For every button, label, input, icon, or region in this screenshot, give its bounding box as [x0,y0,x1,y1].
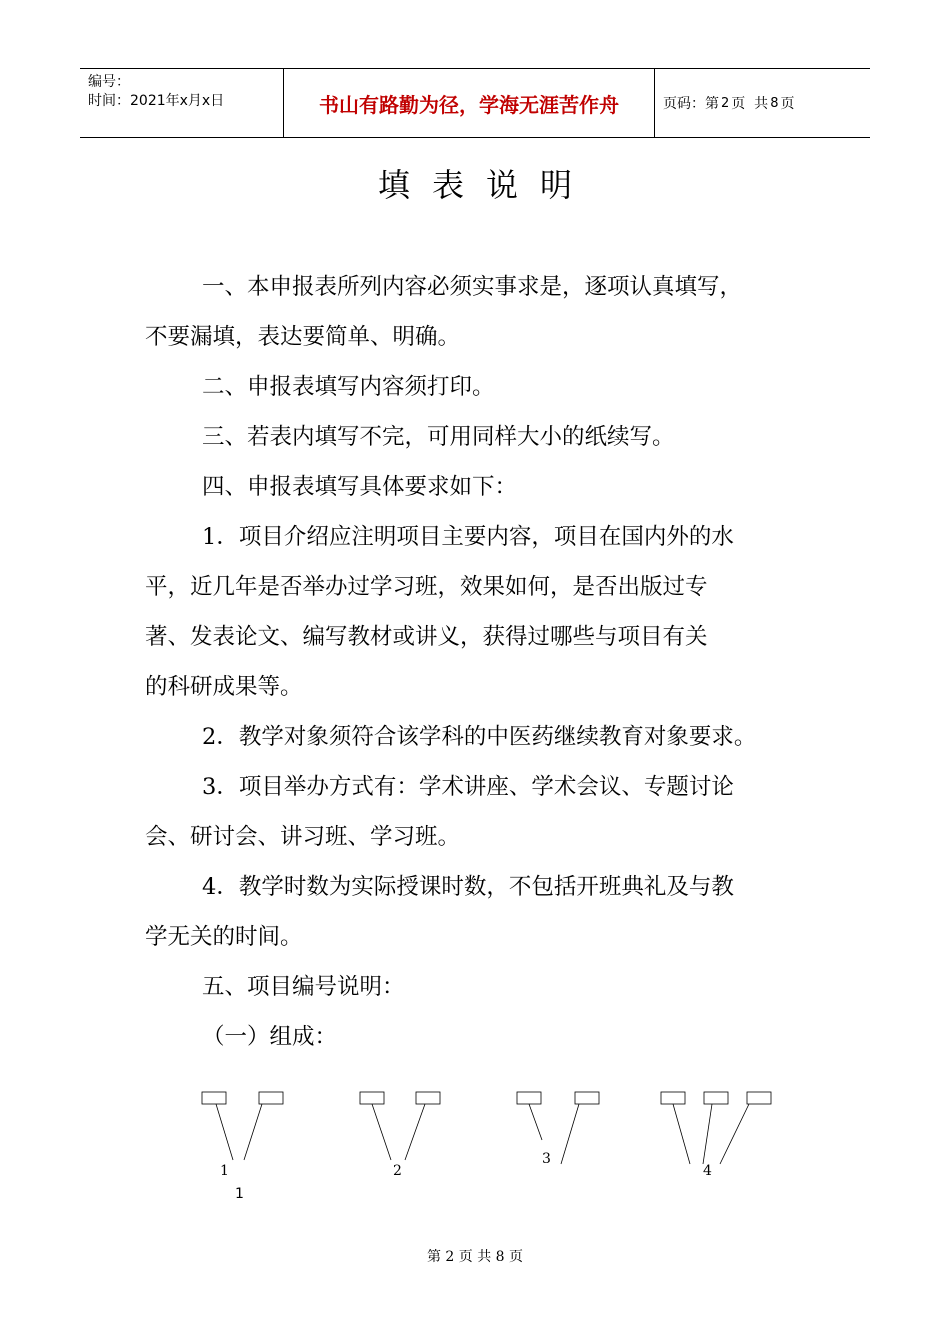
diagram-label: 4 [703,1163,712,1179]
time-label: 时间：2021年x月x日 [88,93,225,109]
instructions-body [145,262,825,1062]
connector-line [561,1104,579,1164]
page-label-mid: 页 共 [731,96,769,112]
paragraph: 平，近几年是否举办过学习班，效果如何，是否出版过专 [145,574,708,600]
paragraph: 会、研讨会、讲习班、学习班。 [145,824,461,850]
diagram-label: 2 [393,1163,402,1179]
connector-line [703,1104,712,1164]
paragraph: 的科研成果等。 [145,674,303,700]
page-label-suffix: 页 [780,96,795,112]
paragraph: 四、申报表填写具体要求如下： [202,474,518,500]
connector-line [405,1104,425,1160]
paragraph: 3．项目举办方式有：学术讲座、学术会议、专题讨论 [202,774,734,800]
paragraph: 三、若表内填写不完，可用同样大小的纸续写。 [202,424,675,450]
diagram-label: 1 [220,1163,229,1179]
header-page-info [655,69,870,137]
code-box [259,1092,283,1104]
page-total: 8 [770,95,779,111]
paragraph: 著、发表论文、编写教材或讲义，获得过哪些与项目有关 [145,624,708,650]
page-current: 2 [721,95,730,111]
paragraph: （一）组成： [202,1024,338,1050]
project-code-diagram [0,1080,950,1220]
paragraph: 二、申报表填写内容须打印。 [202,374,495,400]
code-box [747,1092,771,1104]
diagram-svg [0,1080,950,1220]
connector-line [720,1104,749,1164]
code-box [704,1092,728,1104]
code-box [416,1092,440,1104]
code-box [661,1092,685,1104]
code-box [575,1092,599,1104]
code-box [360,1092,384,1104]
header-meta [80,69,283,137]
paragraph: 学无关的时间。 [145,924,303,950]
connector-line [244,1104,262,1160]
page-header [80,68,870,138]
code-box [517,1092,541,1104]
page-title: 填表说明 [377,166,594,204]
paragraph: 1．项目介绍应注明项目主要内容，项目在国内外的水 [202,524,734,550]
paragraph: 一、本申报表所列内容必须实事求是，逐项认真填写， [202,274,743,300]
page-footer: 第 2 页 共 8 页 [426,1249,524,1265]
connector-line [529,1104,542,1140]
page-label-prefix: 页码：第 [663,96,719,112]
paragraph: 不要漏填，表达要简单、明确。 [145,324,461,350]
connector-line [673,1104,690,1164]
diagram-label: 1 [235,1186,244,1202]
paragraph: 五、项目编号说明： [202,974,405,1000]
code-label: 编号： [88,74,130,90]
header-motto: 书山有路勤为径，学海无涯苦作舟 [283,69,655,137]
diagram-label: 3 [542,1151,551,1167]
paragraph: 2．教学对象须符合该学科的中医药继续教育对象要求。 [202,724,757,750]
code-box [202,1092,226,1104]
paragraph: 4．教学时数为实际授课时数，不包括开班典礼及与教 [202,874,734,900]
connector-line [372,1104,391,1160]
connector-line [216,1104,233,1160]
